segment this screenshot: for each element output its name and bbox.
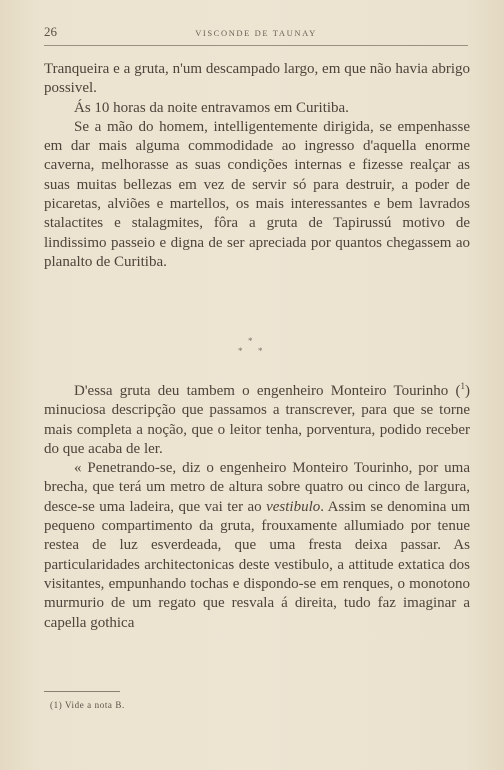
paragraph-text: D'essa gruta deu tambem o engenheiro Monteiro Tourinho ( <box>74 383 461 399</box>
paragraph-continuation: Tranqueira e a gruta, n'um descampado largo, em que não havia abrigo possivel. <box>44 61 470 97</box>
paragraph-quotation <box>44 459 470 633</box>
paragraph-text: ) minuciosa descripção que passamos a transcrever, para que se torne mais completa a noção, que o leitor tenha, porventura, podido receber do que acaba de ler. <box>44 383 470 457</box>
asterism-star: * <box>238 346 243 356</box>
header-rule <box>44 45 468 46</box>
footnote-reference: 1 <box>460 381 465 391</box>
text-block-top <box>44 60 470 272</box>
paragraph-tourinho-intro <box>44 382 470 459</box>
footnote: (1) Vide a nota B. <box>50 700 125 710</box>
asterism-star: * <box>248 336 253 346</box>
paragraph-arrival: Ás 10 horas da noite entravamos em Curitiba. <box>74 99 349 116</box>
paragraph-cave-improvements: Se a mão do homem, intelligentemente dirigida, se empenhasse em dar mais alguma commodidade ao ingresso d'aquella enorme caverna, melhorasse as suas condições internas e fizesse realçar as suas muitas bellezas em vez de servir só para destruir, a poder de picaretas, alviões e martellos, os mais interessantes e bem lavrados stalactites e stalagmites, fôra a gruta de Tapirussú motivo de lindissimo passeio e digna de ser apreciada por quantos chegassem ao planalto de Curitiba. <box>44 118 470 270</box>
italic-term: vestibulo <box>266 498 321 515</box>
footnote-rule <box>44 691 120 692</box>
asterism-separator <box>230 336 274 360</box>
page-number: 26 <box>44 24 57 39</box>
paragraph-text: . Assim se denomina um pequeno compartimento da gruta, frouxamente allumiado por tenue restea de luz esverdeada, que uma fresta deixa passar. As particularidades architectonicas deste vestibulo, a attitude extatica dos visitantes, empunhando tochas e dispondo-se em renques, o monotono murmurio de um regato que resvala á direita, tudo faz imaginar a capella gothica <box>44 498 471 631</box>
page-header <box>44 20 468 44</box>
running-head: VISCONDE DE TAUNAY <box>195 28 317 38</box>
paragraph-text: « Penetrando-se, diz o engenheiro Monteiro Tourinho, por uma brecha, que terá um metro de altura sobre quatro ou cinco de largura, desce-se uma ladeira, que vai ter ao <box>44 460 470 515</box>
asterism-star: * <box>258 346 263 356</box>
text-block-bottom <box>44 382 470 633</box>
